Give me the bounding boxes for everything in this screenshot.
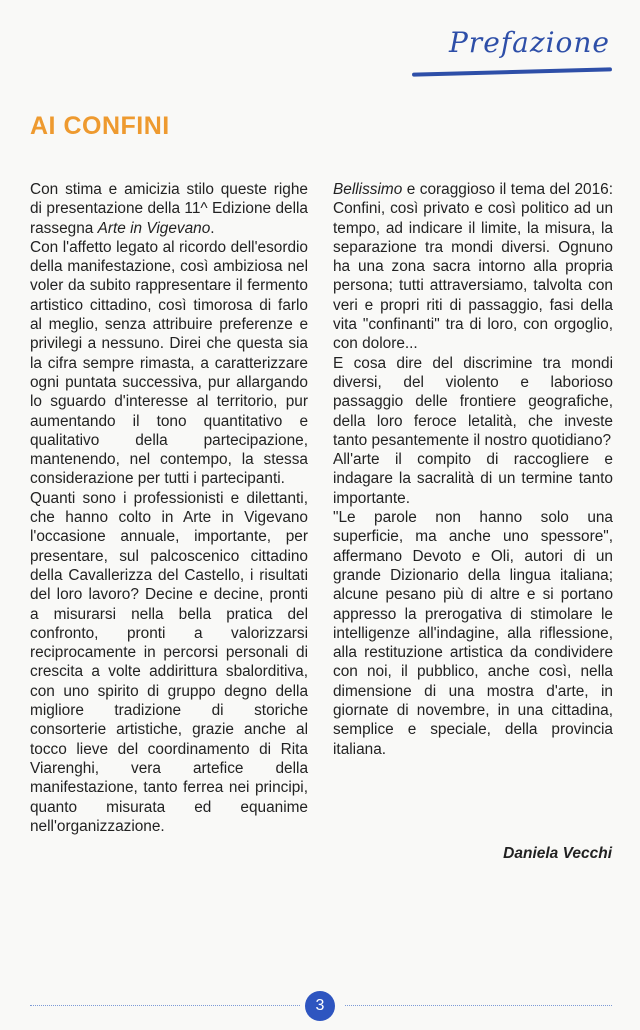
paragraph: All'arte il compito di raccogliere e indagare la sacralità di un termine tanto importante.	[333, 451, 613, 507]
paragraph-text: e coraggioso il tema del 2016: Confini, così privato e così politico ad un tempo, ad indicare il limite, la misura, la separazione tra mondi diversi. Ognuno ha una zona sacra intorno alla propria persona; tutti attraversiamo, talvolta con veri e propri riti di passaggio, fasi della vita "confinanti" tra di loro, con orgoglio, con dolore...	[333, 181, 613, 353]
paragraph: "Le parole non hanno solo una superficie, ma anche uno spessore", affermano Devoto e Oli, autori di un grande Dizionario della lingua italiana; alcune pesano più di altre e si portano appresso la prerogativa di stimolare le intelligenze all'indagine, alla riflessione, alla restituzione artistica da condividere con noi, il pubblico, anche così, nella dimensione di una mostra d'arte, in giornate di novembre, in una cittadina, semplice e speciale, della provincia italiana.	[333, 509, 613, 758]
page-title: AI CONFINI	[30, 112, 170, 140]
section-underline	[412, 67, 612, 76]
paragraph	[333, 180, 613, 354]
section-label: Prefazione	[448, 26, 610, 59]
footer-divider-left	[30, 1005, 300, 1006]
paragraph: E cosa dire del discrimine tra mondi diversi, del violento e laborioso passaggio delle frontiere geografiche, della loro feroce letalità, che investe tanto pesantemente il nostro quotidiano?	[333, 354, 613, 449]
paragraph: Quanti sono i professionisti e dilettanti, che hanno colto in Arte in Vigevano l'occasione annuale, importante, per presentare, sul palcoscenico cittadino della Cavallerizza del Castello, i risultati del loro lavoro? Decine e decine, pronti a misurarsi nella bella pratica del confronto, pronti a valorizzarsi reciprocamente in percorsi personali di crescita a volte addirittura sbalorditiva, con uno spirito di gruppo degno della migliore tradizione di storiche consorterie artistiche, grazie anche al tocco lieve del coordinamento di Rita Viarenghi, vera artefice della manifestazione, tanto ferrea nei principi, quanto misurata ed equanime nell'organizzazione.	[30, 489, 308, 835]
left-column	[30, 180, 308, 836]
right-column	[333, 180, 613, 759]
page-number-badge: 3	[305, 991, 335, 1021]
emphasis-text: Bellissimo	[333, 181, 403, 198]
paragraph: Con l'affetto legato al ricordo dell'esordio della manifestazione, così ambiziosa nel voler da subito rappresentare il fermento artistico cittadino, così timorosa di farlo al meglio, senza attribuire preferenze e privilegi a nessuno. Direi che questa sia la cifra sempre rimasta, a caratterizzare ogni puntata successiva, pur allargando lo sguardo d'interesse al territorio, pur aumentando il tono quantitativo e qualitativo della partecipazione, mantenendo, nel contempo, la stessa considerazione per tutti i partecipanti.	[30, 238, 308, 488]
paragraph-text: .	[210, 219, 215, 237]
paragraph	[30, 180, 308, 238]
author-signature: Daniela Vecchi	[503, 845, 612, 862]
emphasis-text: Arte in Vigevano	[97, 219, 211, 237]
footer-divider-right	[345, 1005, 612, 1006]
paragraph-text: Con stima e amicizia stilo queste righe di presentazione della 11^ Edizione della rassegna	[30, 181, 308, 237]
